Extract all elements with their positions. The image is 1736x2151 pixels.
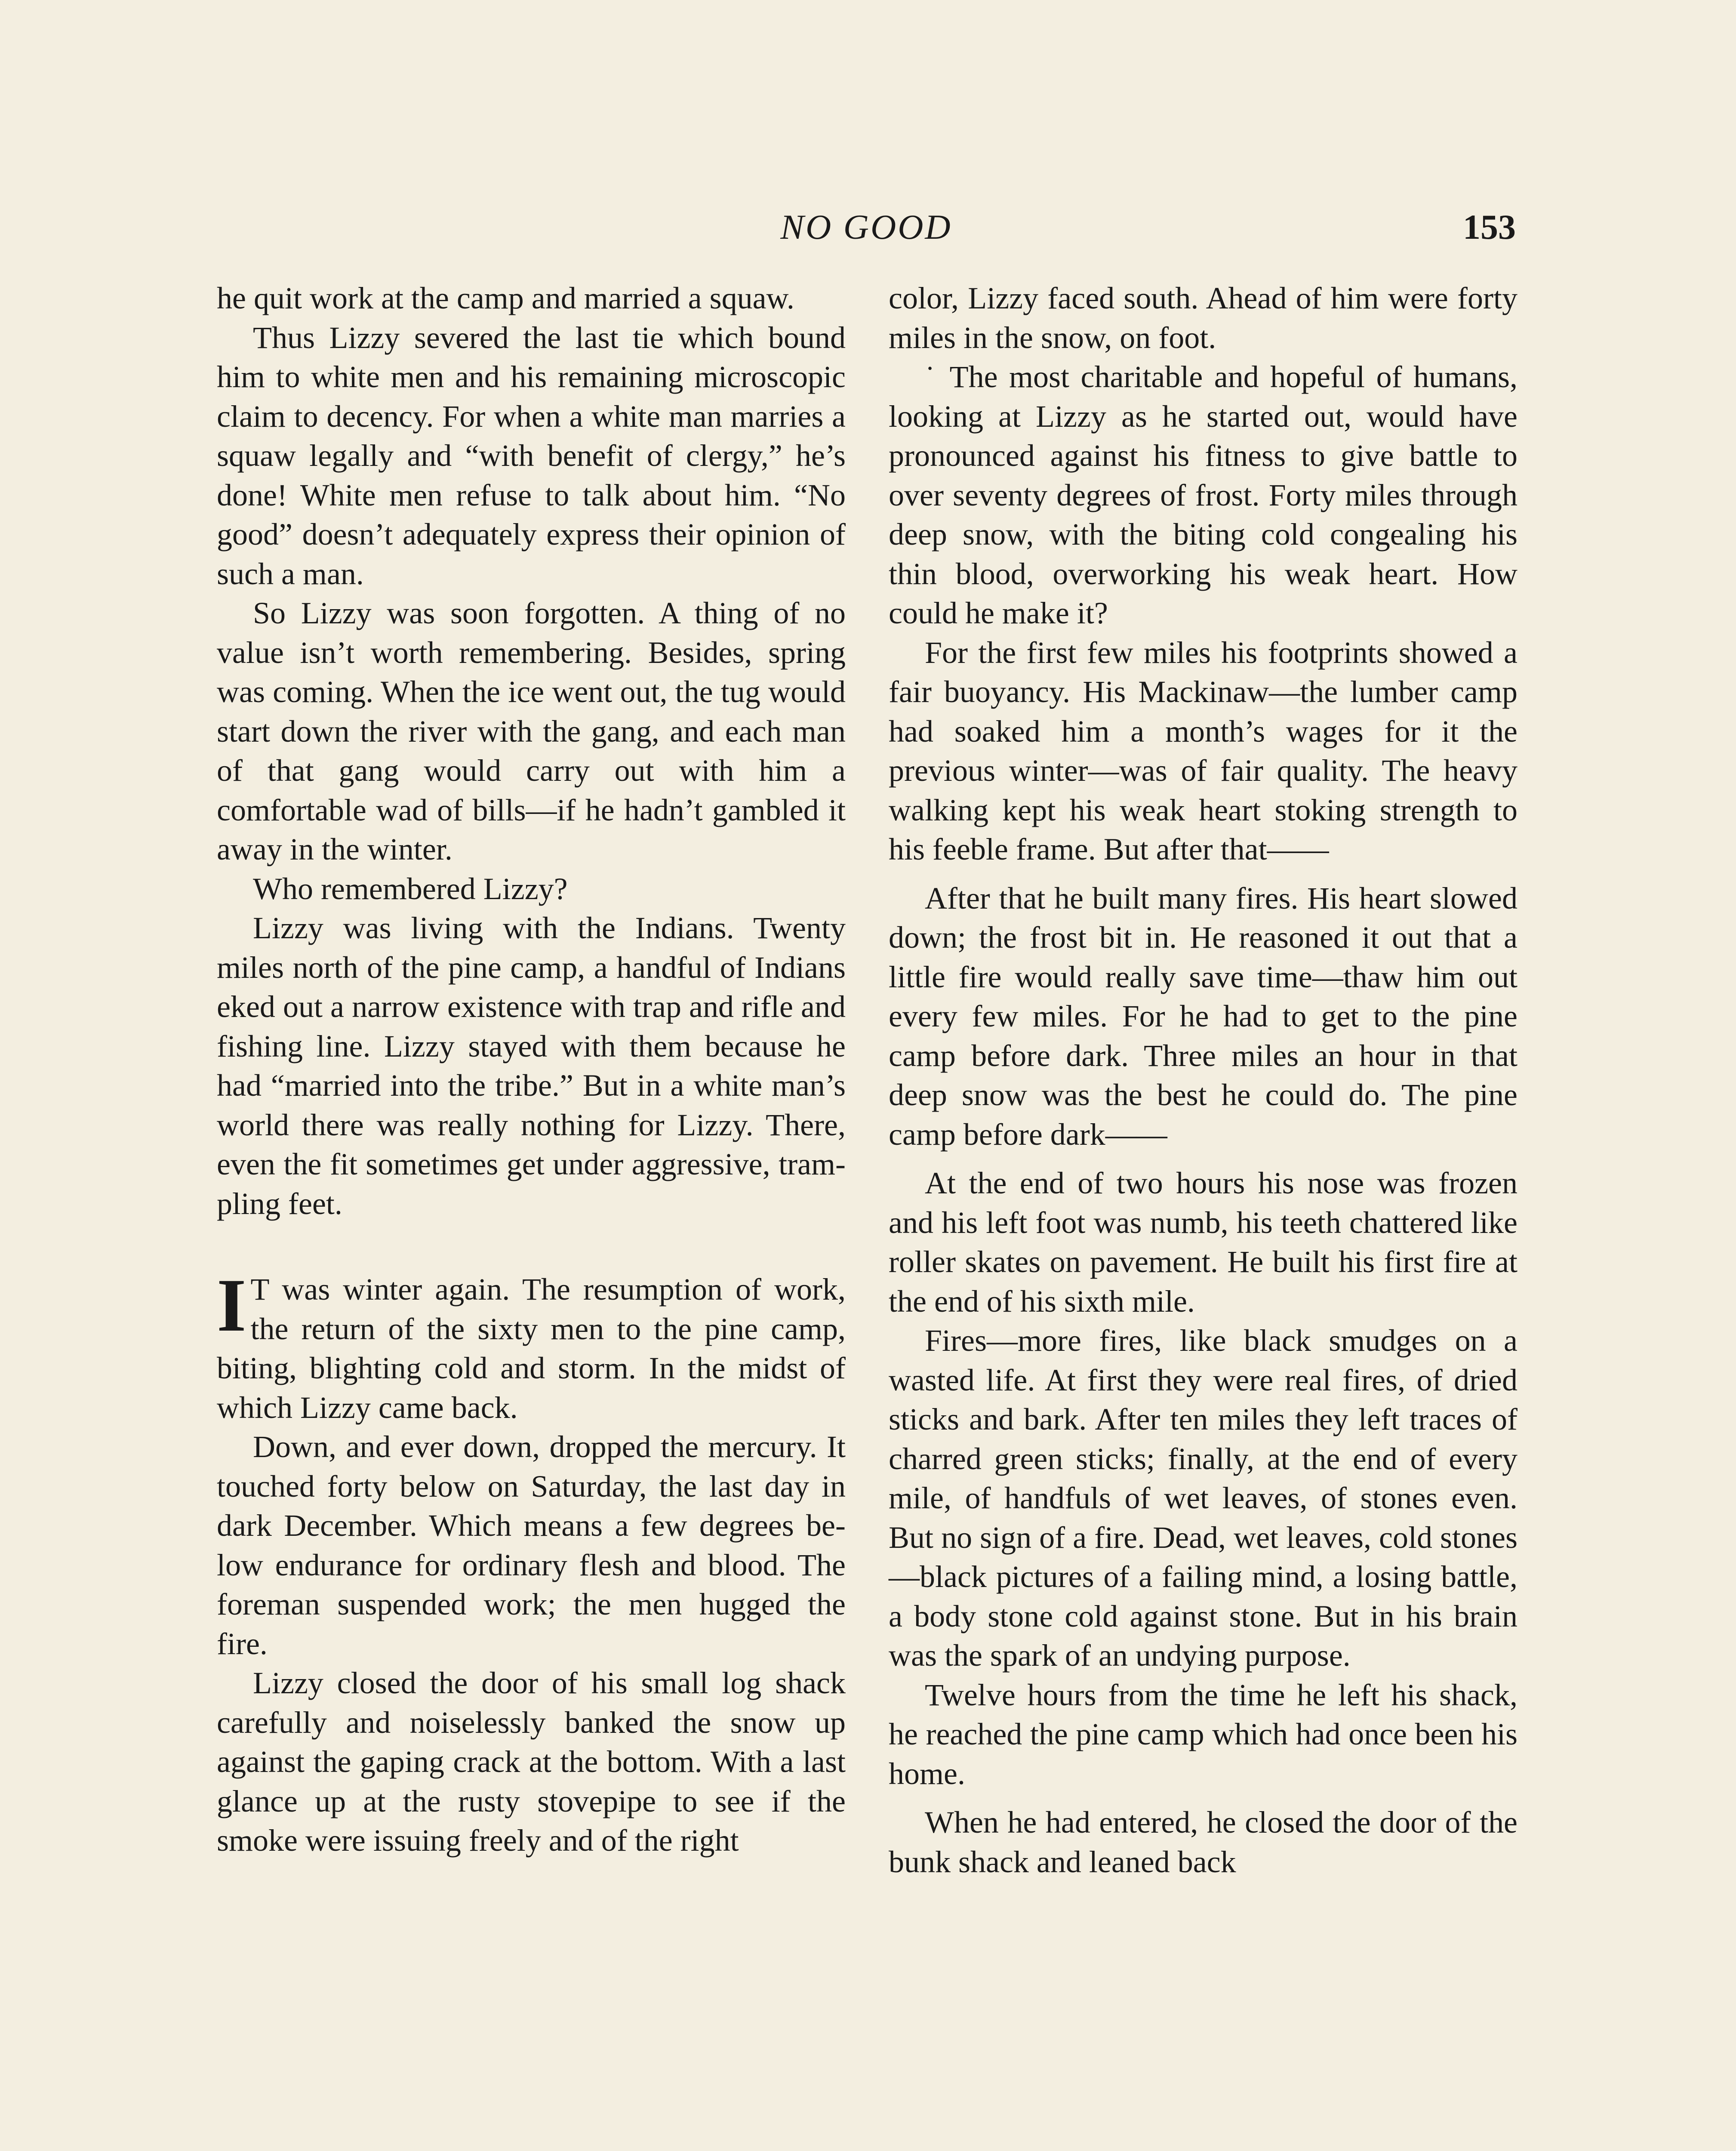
section-opening-paragraph	[217, 1263, 846, 1427]
paragraph: Down, and ever down, dropped the mercury. It touched forty below on Saturday, the last day in dark December. Which means a few degrees below endurance for ordinary flesh and blood. The foreman suspended work; the men hugged the fire.	[217, 1430, 846, 1661]
running-title: NO GOOD	[780, 207, 952, 247]
drop-cap: I	[217, 1263, 246, 1347]
paragraph: Twelve hours from the time he left his shack, he reached the pine camp which had once been his home.	[889, 1677, 1517, 1791]
paragraph: After that he built many fires. His heart slowed down; the frost bit in. He reasoned it out that a little fire would really save time—thaw him out every few miles. For he had to get to the pine camp before dark. Three miles an hour in that deep snow was the best he could do. The pine camp before dark——	[889, 881, 1517, 1152]
paragraph: Lizzy closed the door of his small log shack carefully and noiselessly banked the snow up against the gaping crack at the bottom. With a last glance up at the rusty stovepipe to see if the smoke were issuing freely and of the right	[217, 1666, 846, 1858]
paragraph: he quit work at the camp and married a squaw.	[217, 281, 794, 315]
paragraph: At the end of two hours his nose was frozen and his left foot was numb, his teeth chattered like roller skates on pavement. He built his first fire at the end of his sixth mile.	[889, 1166, 1517, 1319]
paragraph: color, Lizzy faced south. Ahead of him were forty miles in the snow, on foot.	[889, 281, 1517, 355]
paragraph: Who remembered Lizzy?	[253, 871, 568, 906]
drop-cap-paragraph-text: T was winter again. The resumption of work, the return of the sixty men to the pine camp, biting, blighting cold and storm. In the midst of which Lizzy came back.	[217, 1272, 846, 1425]
paragraph: Fires—more fires, like black smudges on a wasted life. At first they were real fires, of dried sticks and bark. After ten miles they left traces of charred green sticks; finally, at the end of every mile, of handfuls of wet leaves, of stones even. But no sign of a fire. Dead, wet leaves, cold stones—black pictures of a failing mind, a losing battle, a body stone cold against stone. But in his brain was the spark of an undying purpose.	[889, 1323, 1517, 1673]
page-header	[217, 201, 1516, 253]
page-number: 153	[1463, 207, 1516, 247]
paragraph: For the first few miles his footprints showed a fair buoyancy. His Mackinaw—the lumber camp had soaked him a month’s wages for it the previous winter—was of fair quality. The heavy walking kept his weak heart stoking strength to his feeble frame. But after that——	[889, 635, 1517, 866]
paragraph: Lizzy was living with the Indians. Twenty miles north of the pine camp, a handful of Indians eked out a narrow existence with trap and rifle and fishing line. Lizzy stayed with them because he had “married into the tribe.” But in a white man’s world there was really nothing for Lizzy. There, even the fit sometimes get under aggressive, trampling feet.	[217, 911, 846, 1221]
paragraph: ˙ The most charitable and hopeful of humans, looking at Lizzy as he started out, would have pronounced against his fitness to give battle to over seventy degrees of frost. Forty miles through deep snow, with the biting cold congealing his thin blood, overworking his weak heart. How could he make it?	[889, 360, 1517, 630]
left-column	[217, 279, 846, 1861]
paragraph: Thus Lizzy severed the last tie which bound him to white men and his remaining microscopic claim to decency. For when a white man marries a squaw legally and “with benefit of clergy,” he’s done! White men refuse to talk about him. “No good” doesn’t adequately express their opinion of such a man.	[217, 320, 846, 591]
paragraph: When he had entered, he closed the door of the bunk shack and leaned back	[889, 1805, 1517, 1879]
right-column	[889, 279, 1517, 1882]
paragraph: So Lizzy was soon forgotten. A thing of no value isn’t worth remembering. Besides, spring was coming. When the ice went out, the tug would start down the river with the gang, and each man of that gang would carry out with him a comfortable wad of bills—if he hadn’t gambled it away in the winter.	[217, 596, 846, 866]
